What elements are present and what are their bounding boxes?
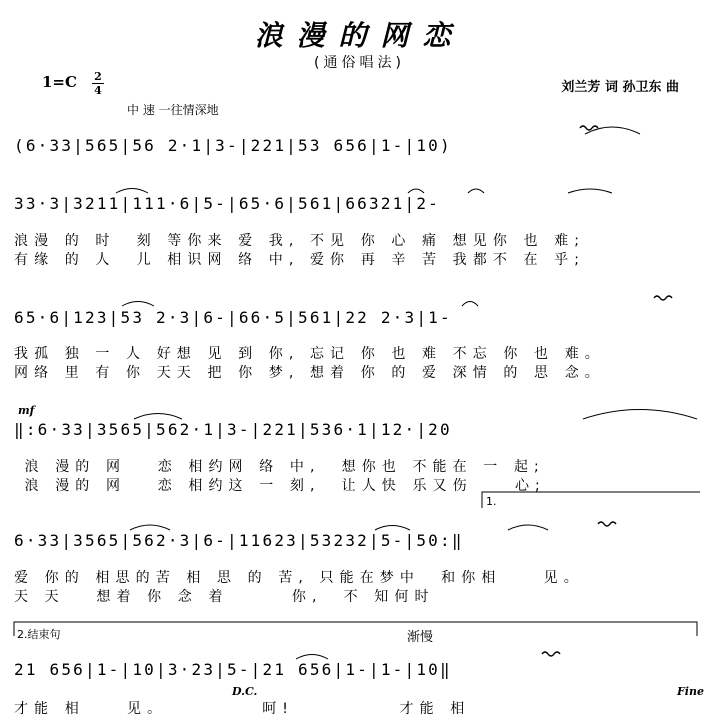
lyric-row-2-verse-1: 浪漫 的 时 刻 等你来 爱 我, 不见 你 心 痛 想见你 也 难;	[14, 233, 586, 249]
lyric-row-5-verse-1: 爱 你的 相思的苦 相 思 的 苦, 只能在梦中 和你相 见。	[14, 570, 584, 586]
slur	[375, 526, 410, 531]
slur	[122, 302, 154, 307]
slur	[568, 189, 612, 193]
lyric-row-3-verse-2: 网络 里 有 你 天天 把 你 梦, 想着 你 的 爱 深情 的 思 念。	[14, 365, 605, 381]
slur	[116, 189, 148, 194]
time-signature-bottom: 4	[94, 84, 102, 97]
trill-icon	[598, 522, 616, 526]
dynamic-mf: mf	[18, 404, 35, 417]
lyric-row-2-verse-2: 有缘 的 人 儿 相识网 络 中, 爱你 再 辛 苦 我都不 在 乎;	[14, 252, 586, 268]
credits: 刘兰芳 词 孙卫东 曲	[561, 80, 679, 95]
song-subtitle: (通俗唱法)	[314, 55, 405, 71]
slur	[585, 127, 640, 134]
dc-marking: D.C.	[232, 685, 258, 698]
lyric-row-3-verse-1: 我孤 独 一 人 好想 见 到 你, 忘记 你 也 难 不忘 你 也 难。	[14, 346, 605, 362]
slur	[130, 525, 170, 530]
volta-2-bracket	[14, 622, 697, 636]
lyric-row-4-verse-2: 浪 漫的 网 恋 相约这 一 刻, 让人快 乐又伤 心;	[14, 478, 546, 494]
melody-row-3: 65·6|123|53 2·3|6-|66·5|561|22 2·3|1-	[14, 308, 452, 327]
slur	[408, 189, 424, 193]
fine-marking: Fine	[677, 685, 704, 698]
melody-row-4: ‖:6·33|3565|562·1|3-|221|536·1|12·|20	[14, 420, 452, 439]
volta-2-label: 2.结束句	[17, 628, 61, 641]
slur	[134, 414, 182, 420]
slur	[468, 189, 484, 193]
key-signature: 1=C	[42, 73, 77, 91]
volta-1-label: 1.	[486, 495, 497, 508]
melody-row-1: (6·33|565|56 2·1|3-|221|53 656|1-|10)	[14, 136, 452, 155]
melody-row-6: 21 656|1-|10|3·23|5-|21 656|1-|1-|10‖	[14, 660, 452, 679]
lyric-row-4-verse-1: 浪 漫的 网 恋 相约网 络 中, 想你也 不能在 一 起;	[14, 459, 545, 475]
volta-1-bracket	[482, 492, 700, 508]
slur	[296, 655, 328, 660]
lyric-row-5-verse-2: 天 天 想着 你 念 着 你, 不 知何时	[14, 589, 435, 605]
time-signature-top: 2	[94, 70, 102, 83]
slur	[462, 302, 478, 307]
melody-row-5: 6·33|3565|562·3|6-|11623|53232|5-|50:‖	[14, 531, 464, 550]
slur	[583, 410, 697, 420]
slur	[508, 525, 548, 530]
trill-icon	[654, 296, 672, 300]
trill-icon	[542, 652, 560, 656]
melody-row-2: 33·3|3211|111·6|5-|65·6|561|66321|2-	[14, 194, 440, 213]
ritardando-marking: 渐慢	[407, 630, 434, 645]
tempo-marking: 中 速 一往情深地	[127, 103, 219, 117]
lyric-row-6: 才能 相 见。 呵! 才能 相	[14, 701, 471, 717]
song-title: 浪漫的网恋	[254, 19, 465, 52]
